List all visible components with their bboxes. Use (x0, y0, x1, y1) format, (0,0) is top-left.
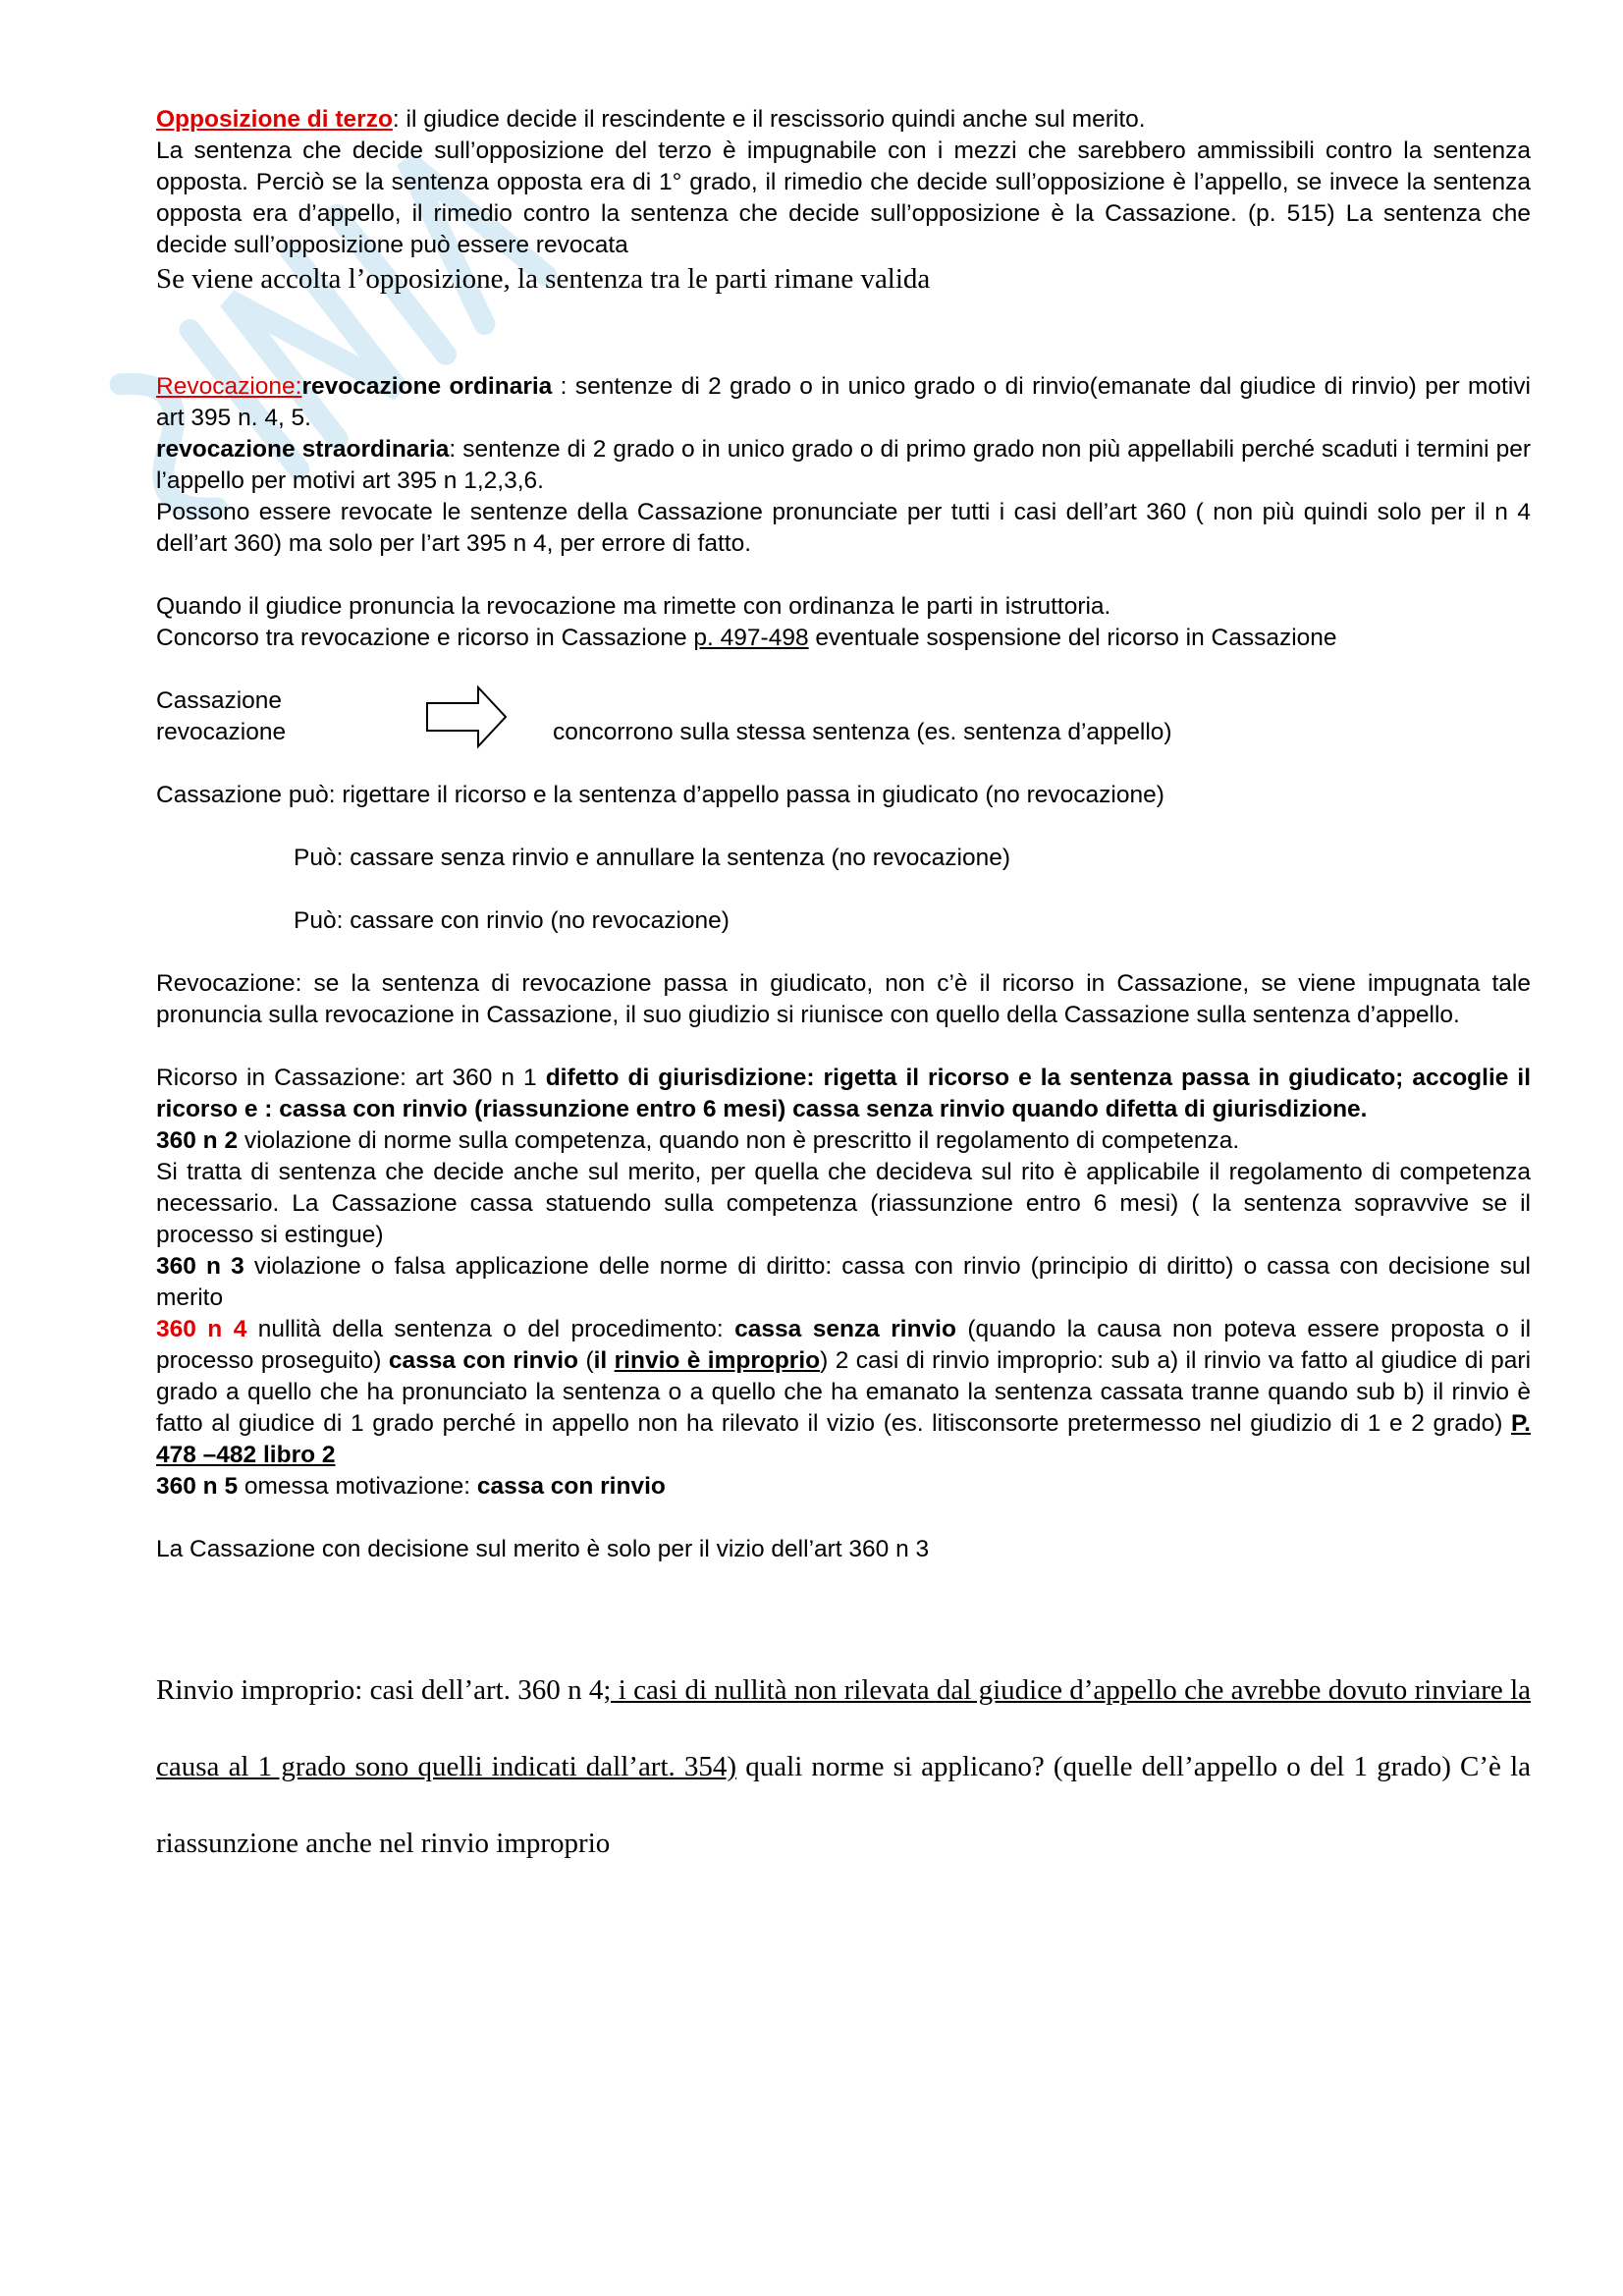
revocazione-giudicato-paragraph: Revocazione: se la sentenza di revocazione passa in giudicato, non c’è il ricorso in Cassazione, se viene impugnata tale pronuncia sulla revocazione in Cassazione, il suo giudizio si riunisce con quello della Cassazione sulla sentenza d’appello. (156, 970, 1531, 1028)
revocazione-paragraph: Revocazione:revocazione ordinaria : sentenze di 2 grado o in unico grado o di rinvio(emanate dal giudice di rinvio) per motivi art 395 n. 4, 5. revocazione straordinaria: sentenze di 2 grado o in unico grado o di primo grado non più appellabili perché scaduti i termini per l’appello per motivi art 395 n 1,2,3,6. Possono essere revocate le sentenze della Cassazione pronunciate per tutti i casi dell’art 360 ( non più quindi solo per il n 4 dell’art 360) ma solo per l’art 395 n 4, per errore di fatto. (156, 373, 1532, 557)
revocazione-label: revocazione (156, 719, 287, 745)
right-arrow-icon (425, 685, 508, 748)
ricorso-paragraph: Ricorso in Cassazione: art 360 n 1 difetto di giurisdizione: rigetta il ricorso e la sentenza passa in giudicato; accoglie il ricorso e : cassa con rinvio (riassunzione entro 6 mesi) cassa senza rinvio quando difetta di giurisdizione. 360 n 2 violazione di norme sulla competenza, quando non è prescritto il regolamento di competenza. Si tratta di sentenza che decide anche sul merito, per quella che decideva sul rito è applicabile il regolamento di competenza necessario. La Cassazione cassa statuendo sulla competenza (riassunzione entro 6 mesi) ( la sentenza sopravvive se il processo si estingue) 360 n 3 violazione o falsa applicazione delle norme di diritto: cassa con rinvio (principio di diritto) o cassa con decisione sul merito 360 n 4 nullità della sentenza o del procedimento: cassa senza rinvio (quando la causa non poteva essere proposta o il processo proseguito) cassa con rinvio (il rinvio è improprio) 2 casi di rinvio improprio: sub a) il rinvio va fatto al giudice di pari grado a quello che ha pronunciato la sentenza o a quello che ha emanato la sentenza cassata tranne quando sub b) il rinvio è fatto al giudice di 1 grado perché in appello non ha rilevato il vizio (es. litisconsorte pretermesso nel giudizio di 1 e 2 grado) P. 478 –482 libro 2 360 n 5 omessa motivazione: cassa con rinvio (156, 1065, 1532, 1500)
opposizione-conclusion: Se viene accolta l’opposizione, la sentenza tra le parti rimane valida (156, 263, 931, 295)
cassazione-option-3: Può: cassare con rinvio (no revocazione) (294, 907, 730, 934)
document-page (156, 104, 1531, 1882)
cassazione-option-1: Cassazione può: rigettare il ricorso e la sentenza d’appello passa in giudicato (no revocazione) (156, 782, 1164, 808)
cassazione-option-2: Può: cassare senza rinvio e annullare la sentenza (no revocazione) (294, 845, 1010, 871)
concorso-description: concorrono sulla stessa sentenza (es. sentenza d’appello) (553, 719, 1172, 745)
cassazione-label: Cassazione (156, 687, 283, 714)
page-reference: p. 497-498 (693, 625, 809, 651)
opposizione-heading: Opposizione di terzo (156, 106, 393, 133)
libro-reference: P. 478 –482 libro 2 (156, 1410, 1531, 1468)
opposizione-text: La sentenza che decide sull’opposizione del terzo è impugnabile con i mezzi che sarebbero ammissibili contro la sentenza opposta. Perciò se la sentenza opposta era di 1° grado, il rimedio che decide sull’opposizione è l’appello, se invece la sentenza opposta era d’appello, il rimedio contro la sentenza che decide sull’opposizione è la Cassazione. (p. 515) La sentenza che decide sull’opposizione può essere revocata (156, 137, 1531, 258)
opposizione-paragraph: Opposizione di terzo: il giudice decide il rescindente e il rescissorio quindi anche sul merito. La sentenza che decide sull’opposizione del terzo è impugnabile con i mezzi che sarebbero ammissibili contro la sentenza opposta. Perciò se la sentenza opposta era di 1° grado, il rimedio che decide sull’opposizione è l’appello, se invece la sentenza opposta era d’appello, il rimedio contro la sentenza che decide sull’opposizione è la Cassazione. (p. 515) La sentenza che decide sull’opposizione può essere revocata (156, 106, 1531, 258)
n2-label: 360 n 2 (156, 1127, 239, 1154)
n3-label: 360 n 3 (156, 1253, 244, 1280)
istruttoria-line: Quando il giudice pronuncia la revocazione ma rimette con ordinanza le parti in istruttoria. (156, 593, 1111, 620)
rinvio-improprio-paragraph: Rinvio improprio: casi dell’art. 360 n 4; i casi di nullità non rilevata dal giudice d’appello che avrebbe dovuto rinviare la causa al 1 grado sono quelli indicati dall’art. 354) quali norme si applicano? (quelle dell’appello o del 1 grado) C’è la riassunzione anche nel rinvio improprio (156, 1674, 1532, 1859)
merito-line: La Cassazione con decisione sul merito è solo per il vizio dell’art 360 n 3 (156, 1536, 930, 1562)
n4-label: 360 n 4 (156, 1316, 247, 1342)
concorso-diagram (156, 685, 1531, 748)
n5-label: 360 n 5 (156, 1473, 239, 1500)
revocazione-straordinaria-label: revocazione straordinaria (156, 436, 450, 463)
revocazione-heading: Revocazione: (156, 373, 302, 400)
concorso-line: Concorso tra revocazione e ricorso in Cassazione p. 497-498 eventuale sospensione del ricorso in Cassazione (156, 625, 1337, 651)
